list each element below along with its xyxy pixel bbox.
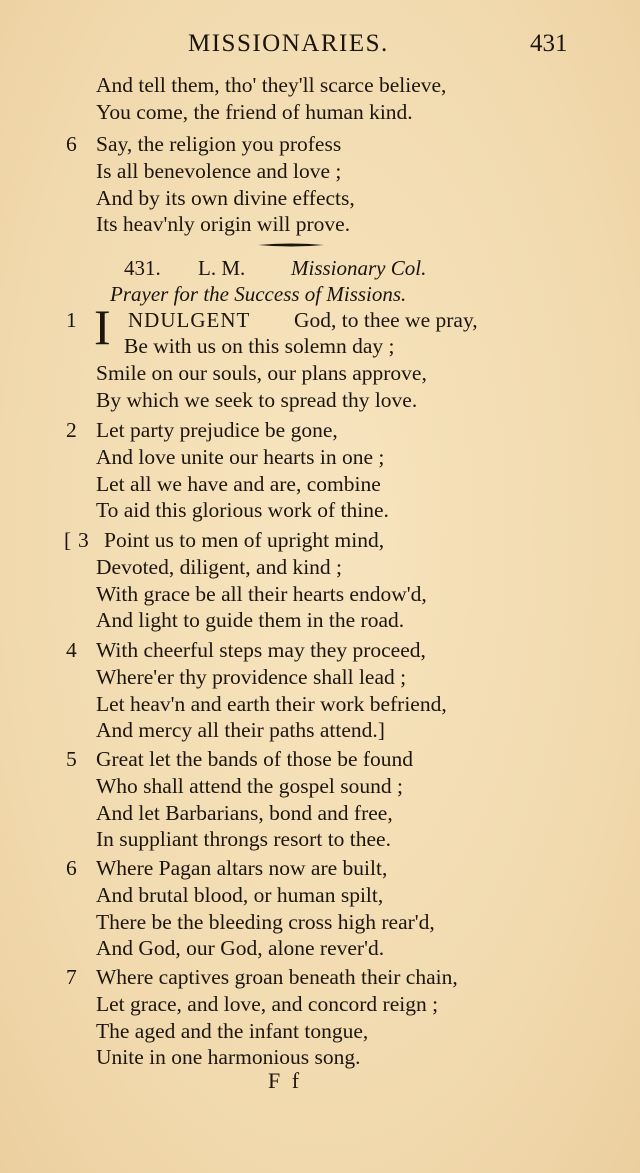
verse-line (0, 527, 640, 554)
page-header (0, 30, 640, 66)
verse-text: Be with us on this solemn day ; (124, 334, 395, 358)
verse-text: With cheerful steps may they proceed, (96, 638, 426, 662)
hymn-stanza-3 (0, 527, 640, 634)
stanza-number: 7 (66, 965, 77, 989)
verse-text: And light to guide them in the road. (96, 608, 405, 633)
verse-line (0, 826, 640, 853)
verse-line (0, 637, 640, 664)
stanza-number: 3 (78, 528, 89, 552)
verse-text: Its heav'nly origin will prove. (96, 212, 351, 237)
hymn-stanza-5 (0, 746, 640, 853)
hymn-stanza-2 (0, 417, 640, 524)
hymn-stanza-4 (0, 637, 640, 744)
verse-text: And brutal blood, or human spilt, (96, 882, 384, 907)
verse-line (0, 387, 640, 414)
verse-line (0, 131, 640, 158)
stanza-number: 2 (66, 418, 77, 442)
hymn-number: 431. (124, 256, 161, 280)
verse-line (0, 471, 640, 498)
verse-line (0, 185, 640, 212)
verse-line (0, 746, 640, 773)
stanza-number: 6 (66, 132, 77, 156)
verse-text: And God, our God, alone rever'd. (96, 936, 385, 961)
verse-line (0, 99, 640, 126)
verse-line (0, 909, 640, 936)
previous-hymn-continuation (0, 72, 640, 126)
verse-text: There be the bleeding cross high rear'd, (96, 909, 435, 934)
verse-text: By which we seek to spread thy love. (96, 387, 418, 412)
verse-text: Let heav'n and earth their work befriend, (96, 691, 447, 716)
verse-text: Say, the religion you profess (96, 132, 342, 156)
verse-text: Where'er thy providence shall lead ; (96, 664, 407, 689)
verse-text: Who shall attend the gospel sound ; (96, 773, 403, 798)
verse-line (0, 773, 640, 800)
verse-text: In suppliant throngs resort to thee. (96, 827, 391, 852)
verse-text: Unite in one harmonious song. (96, 1045, 361, 1070)
verse-text: Let grace, and love, and concord reign ; (96, 991, 439, 1016)
verse-text: Smile on our souls, our plans approve, (96, 360, 427, 385)
verse-text: And love unite our hearts in one ; (96, 444, 385, 469)
verse-text: Is all benevolence and love ; (96, 158, 342, 183)
page-number: 431 (530, 30, 568, 57)
verse-text: Where Pagan altars now are built, (96, 856, 388, 880)
verse-line (0, 72, 640, 99)
hymn-stanza-1 (0, 333, 640, 413)
previous-hymn-stanza-6 (0, 131, 640, 238)
verse-line (0, 691, 640, 718)
hymn-stanza-7 (0, 964, 640, 1071)
hymn-stanza-6 (0, 855, 640, 962)
verse-line (0, 991, 640, 1018)
verse-text: To aid this glorious work of thine. (96, 498, 389, 523)
verse-line (0, 158, 640, 185)
verse-text: The aged and the infant tongue, (96, 1018, 369, 1043)
verse-line (0, 497, 640, 524)
verse-line (0, 333, 640, 360)
verse-line (0, 607, 640, 634)
verse-text: Point us to men of upright mind, (104, 528, 385, 552)
verse-line (0, 554, 640, 581)
verse-text: God, to thee we pray, (294, 308, 478, 332)
verse-text: You come, the friend of human kind. (96, 99, 413, 124)
verse-text: Devoted, diligent, and kind ; (96, 554, 343, 579)
verse-line (0, 417, 640, 444)
verse-text: And by its own divine effects, (96, 185, 355, 210)
drop-cap: I (94, 299, 111, 355)
bracket-open: [ (64, 528, 72, 552)
verse-line (0, 882, 640, 909)
verse-text: Let party prejudice be gone, (96, 418, 338, 442)
verse-text: And mercy all their paths attend.] (96, 718, 385, 743)
verse-line (0, 935, 640, 962)
verse-text: Where captives groan beneath their chain, (96, 965, 458, 989)
verse-line (0, 664, 640, 691)
verse-line (0, 964, 640, 991)
verse-line (0, 211, 640, 238)
hymn-title: Prayer for the Success of Missions. (110, 282, 407, 306)
hymn-source: Missionary Col. (291, 256, 427, 280)
verse-line (0, 1018, 640, 1045)
verse-text: Great let the bands of those be found (96, 747, 414, 771)
stanza-number: 1 (66, 308, 77, 332)
verse-line (0, 360, 640, 387)
verse-line (0, 800, 640, 827)
verse-text: And tell them, tho' they'll scarce believe, (96, 73, 447, 97)
signature-mark: F f (268, 1068, 303, 1093)
stanza-number: 5 (66, 747, 77, 771)
verse-line (0, 581, 640, 608)
stanza-number: 6 (66, 856, 77, 880)
stanza-number: 4 (66, 638, 77, 662)
verse-text: Let all we have and are, combine (96, 471, 381, 496)
verse-text: And let Barbarians, bond and free, (96, 800, 393, 825)
hymn-meter: L. M. (198, 256, 246, 280)
verse-line (0, 717, 640, 744)
hymn-separator-rule (258, 242, 324, 248)
verse-line (0, 444, 640, 471)
first-word-small-caps: NDULGENT (128, 308, 251, 332)
running-head: MISSIONARIES. (188, 30, 389, 57)
verse-line (0, 1044, 640, 1071)
verse-text: With grace be all their hearts endow'd, (96, 581, 427, 606)
verse-line (0, 855, 640, 882)
